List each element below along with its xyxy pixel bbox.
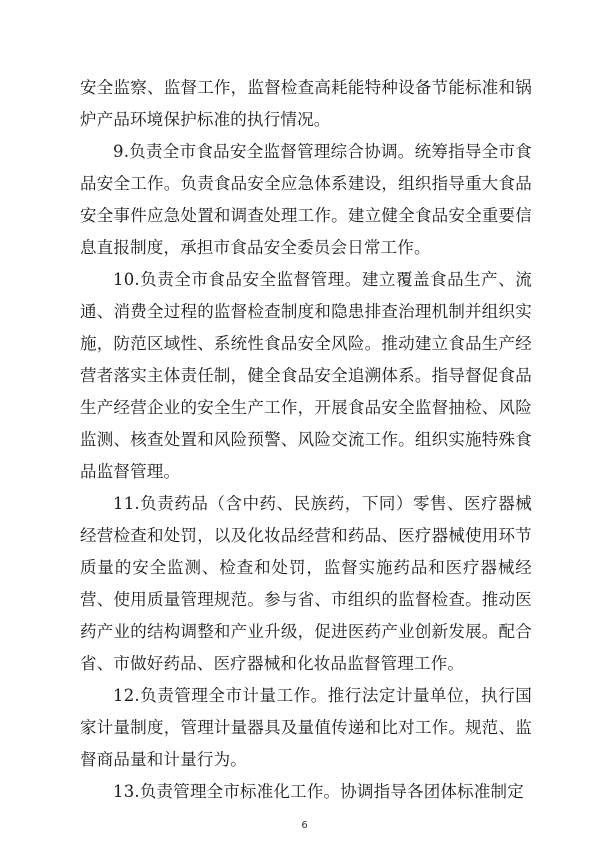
page-number: 6 [301, 820, 308, 831]
document-body [80, 72, 532, 808]
paragraph-item-9: 9.负责全市食品安全监督管理综合协调。统筹指导全市食品安全工作。负责食品安全应急体系建设，组织指导重大食品安全事件应急处置和调查处理工作。建立健全食品安全重要信息直报制度，承担市食品安全委员会日常工作。 [80, 142, 532, 257]
paragraph-item-13: 13.负责管理全市标准化工作。协调指导各团体标准制定 [113, 782, 524, 801]
paragraph-continued-supervision: 安全监察、监督工作，监督检查高耗能特种设备节能标准和锅炉产品环境保护标准的执行情况。 [80, 78, 532, 129]
paragraph-item-10: 10.负责全市食品安全监督管理。建立覆盖食品生产、流通、消费全过程的监督检查制度和隐患排查治理机制并组织实施，防范区域性、系统性食品安全风险。推动建立食品生产经营者落实主体责任制，健全食品安全追溯体系。指导督促食品生产经营企业的安全生产工作，开展食品安全监督抽检、风险监测、核查处置和风险预警、风险交流工作。组织实施特殊食品监督管理。 [80, 270, 532, 481]
paragraph-item-11: 11.负责药品（含中药、民族药，下同）零售、医疗器械经营检查和处罚，以及化妆品经营和药品、医疗器械使用环节质量的安全监测、检查和处罚，监督实施药品和医疗器械经营、使用质量管理规范。参与省、市组织的监督检查。推动医药产业的结构调整和产业升级，促进医药产业创新发展。配合省、市做好药品、医疗器械和化妆品监督管理工作。 [80, 494, 532, 673]
paragraph-item-12: 12.负责管理全市计量工作。推行法定计量单位，执行国家计量制度，管理计量器具及量值传递和比对工作。规范、监督商品量和计量行为。 [80, 686, 532, 769]
